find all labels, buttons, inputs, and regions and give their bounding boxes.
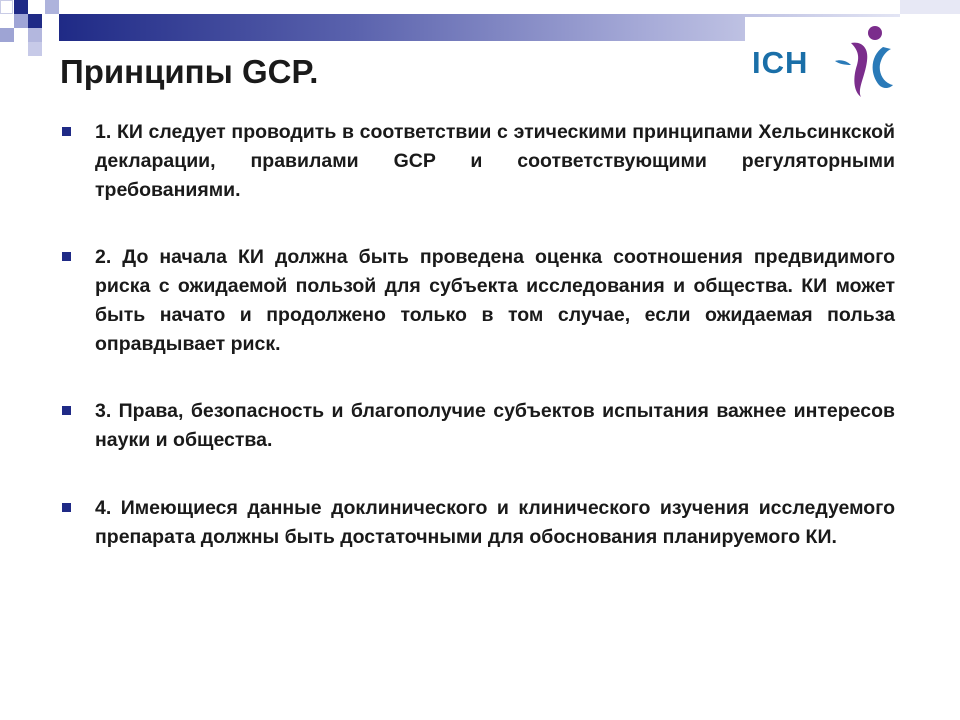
principles-list — [60, 118, 895, 552]
ich-logo — [745, 17, 903, 101]
list-item-text: 4. Имеющиеся данные доклинического и клинического изучения исследуемого препарата должны быть достаточными для обоснования планируемого КИ. — [95, 497, 895, 548]
logo-text: ICH — [752, 45, 809, 80]
decor-square — [14, 0, 28, 14]
slide-title: Принципы GCP. — [60, 53, 319, 90]
decor-square — [45, 0, 59, 14]
list-item-text: 2. До начала КИ должна быть проведена оценка соотношения предвидимого риска с ожидаемой пользой для субъекта исследования и общества. КИ может быть начато и продолжено только в том случае, если ожидаемая польза оправдывает риск. — [95, 246, 895, 355]
decor-square — [0, 0, 13, 14]
square-bullet-icon — [62, 127, 71, 136]
decor-square — [28, 28, 42, 42]
decor-square — [0, 28, 14, 42]
list-item-text: 1. КИ следует проводить в соответствии с этическими принципами Хельсинкской декларации, правилами GCP и соответствующими регуляторными требованиями. — [95, 121, 895, 201]
decor-square — [28, 14, 42, 28]
list-item — [60, 118, 895, 205]
list-item — [60, 397, 895, 455]
list-item — [60, 243, 895, 359]
decor-square — [14, 14, 28, 28]
square-bullet-icon — [62, 406, 71, 415]
human-figure-logo-icon — [831, 21, 899, 99]
square-bullet-icon — [62, 503, 71, 512]
square-bullet-icon — [62, 252, 71, 261]
list-item-text: 3. Права, безопасность и благополучие субъектов испытания важнее интересов науки и общества. — [95, 400, 895, 451]
header-bar-end — [900, 0, 960, 14]
decor-square — [28, 42, 42, 56]
list-item — [60, 494, 895, 552]
